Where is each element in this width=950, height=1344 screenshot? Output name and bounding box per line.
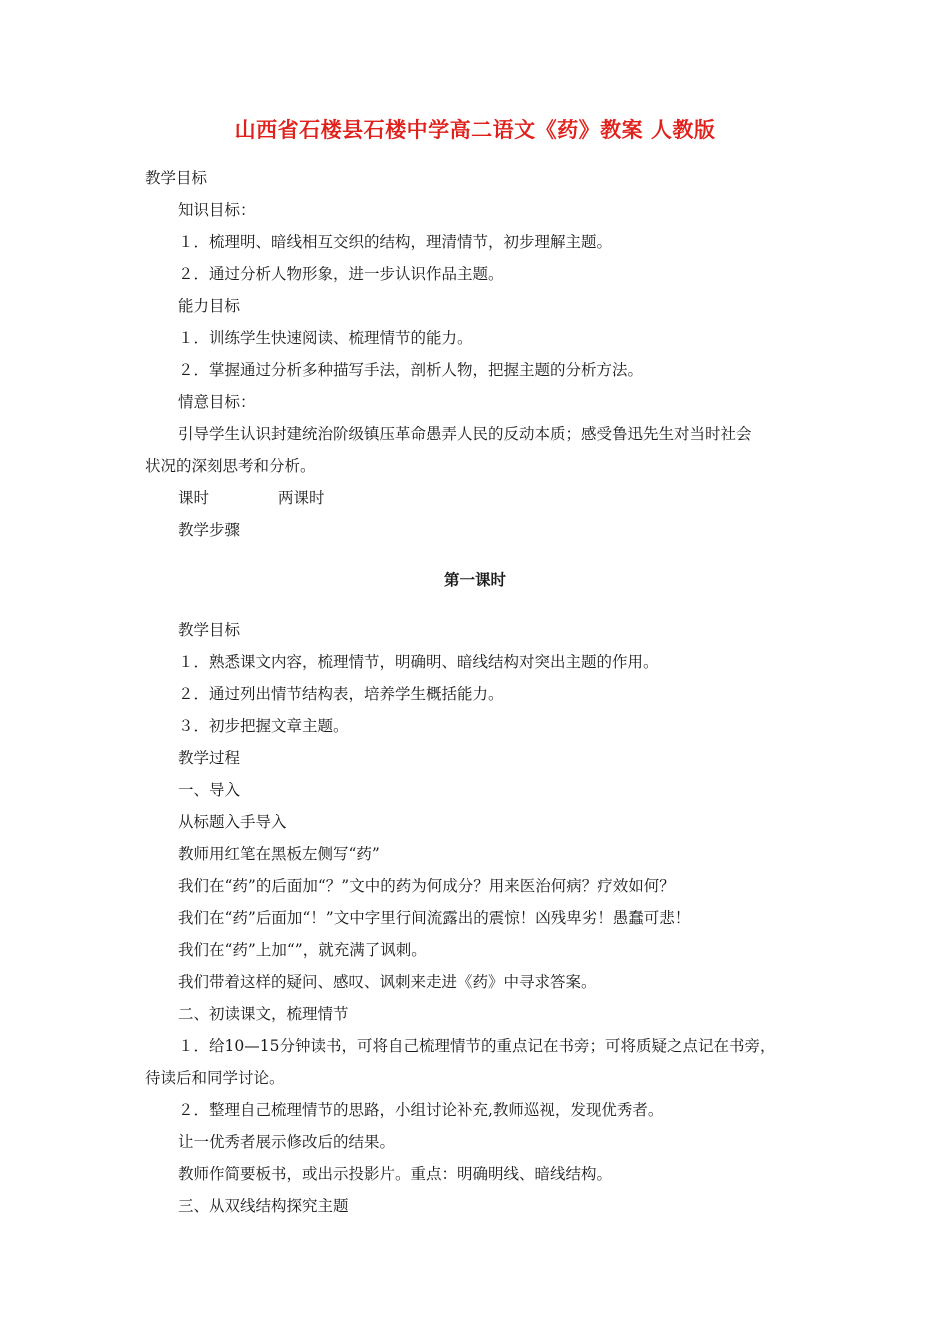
knowledge-goals-heading: 知识目标： [178, 201, 256, 219]
intro-line-6: 我们带着这样的疑问、感叹、讽刺来走进《药》中寻求答案。 [178, 973, 597, 991]
section-explore-heading: 三、从双线结构探究主题 [178, 1197, 349, 1215]
lesson-one-heading: 第一课时 [443, 571, 506, 589]
teaching-steps-heading: 教学步骤 [178, 521, 241, 539]
lesson-goal-1: １．熟悉课文内容，梳理情节，明确明、暗线结构对突出主题的作用。 [178, 653, 659, 671]
ability-goal-1: １．训练学生快速阅读、梳理情节的能力。 [178, 329, 473, 347]
intro-line-2: 教师用红笔在黑板左侧写“药” [178, 845, 380, 863]
lesson-goals-heading: 教学目标 [178, 621, 241, 639]
read-line-1a: １．给10—15分钟读书，可将自己梳理情节的重点记在书旁；可将质疑之点记在书旁， [178, 1037, 776, 1055]
read-line-1b: 待读后和同学讨论。 [145, 1069, 285, 1087]
lesson-goal-3: ３．初步把握文章主题。 [178, 717, 349, 735]
intro-line-1: 从标题入手导入 [178, 813, 287, 831]
teaching-goals-heading: 教学目标 [145, 169, 208, 187]
ability-goal-2: ２．掌握通过分析多种描写手法，剖析人物，把握主题的分析方法。 [178, 361, 644, 379]
read-line-3: 让一优秀者展示修改后的结果。 [178, 1133, 396, 1151]
intro-line-3: 我们在“药”的后面加“？”文中的药为何成分？用来医治何病？疗效如何？ [178, 877, 675, 895]
document-title: 山西省石楼县石楼中学高二语文《药》教案 人教版 [234, 118, 716, 142]
intro-line-4: 我们在“药”后面加“！”文中字里行间流露出的震惊！凶残卑劣！愚蠢可悲！ [178, 909, 691, 927]
emotion-goal-line-2: 状况的深刻思考和分析。 [145, 457, 316, 475]
emotion-goals-heading: 情意目标： [178, 393, 256, 411]
class-hours-label: 课时 [178, 489, 210, 507]
read-line-4: 教师作简要板书，或出示投影片。重点：明确明线、暗线结构。 [178, 1165, 613, 1183]
lesson-goal-2: ２．通过列出情节结构表，培养学生概括能力。 [178, 685, 504, 703]
knowledge-goal-1: １．梳理明、暗线相互交织的结构，理清情节，初步理解主题。 [178, 233, 613, 251]
class-hours-value: 两课时 [278, 489, 325, 507]
read-line-2: ２．整理自己梳理情节的思路，小组讨论补充,教师巡视，发现优秀者。 [178, 1101, 664, 1119]
ability-goals-heading: 能力目标 [178, 297, 241, 315]
emotion-goal-line-1: 引导学生认识封建统治阶级镇压革命愚弄人民的反动本质；感受鲁迅先生对当时社会 [178, 425, 752, 443]
section-read-heading: 二、初读课文，梳理情节 [178, 1005, 349, 1023]
knowledge-goal-2: ２．通过分析人物形象，进一步认识作品主题。 [178, 265, 504, 283]
section-intro-heading: 一、导入 [178, 781, 241, 799]
intro-line-5: 我们在“药”上加“”，就充满了讽刺。 [178, 941, 427, 959]
teaching-process-heading: 教学过程 [178, 749, 241, 767]
